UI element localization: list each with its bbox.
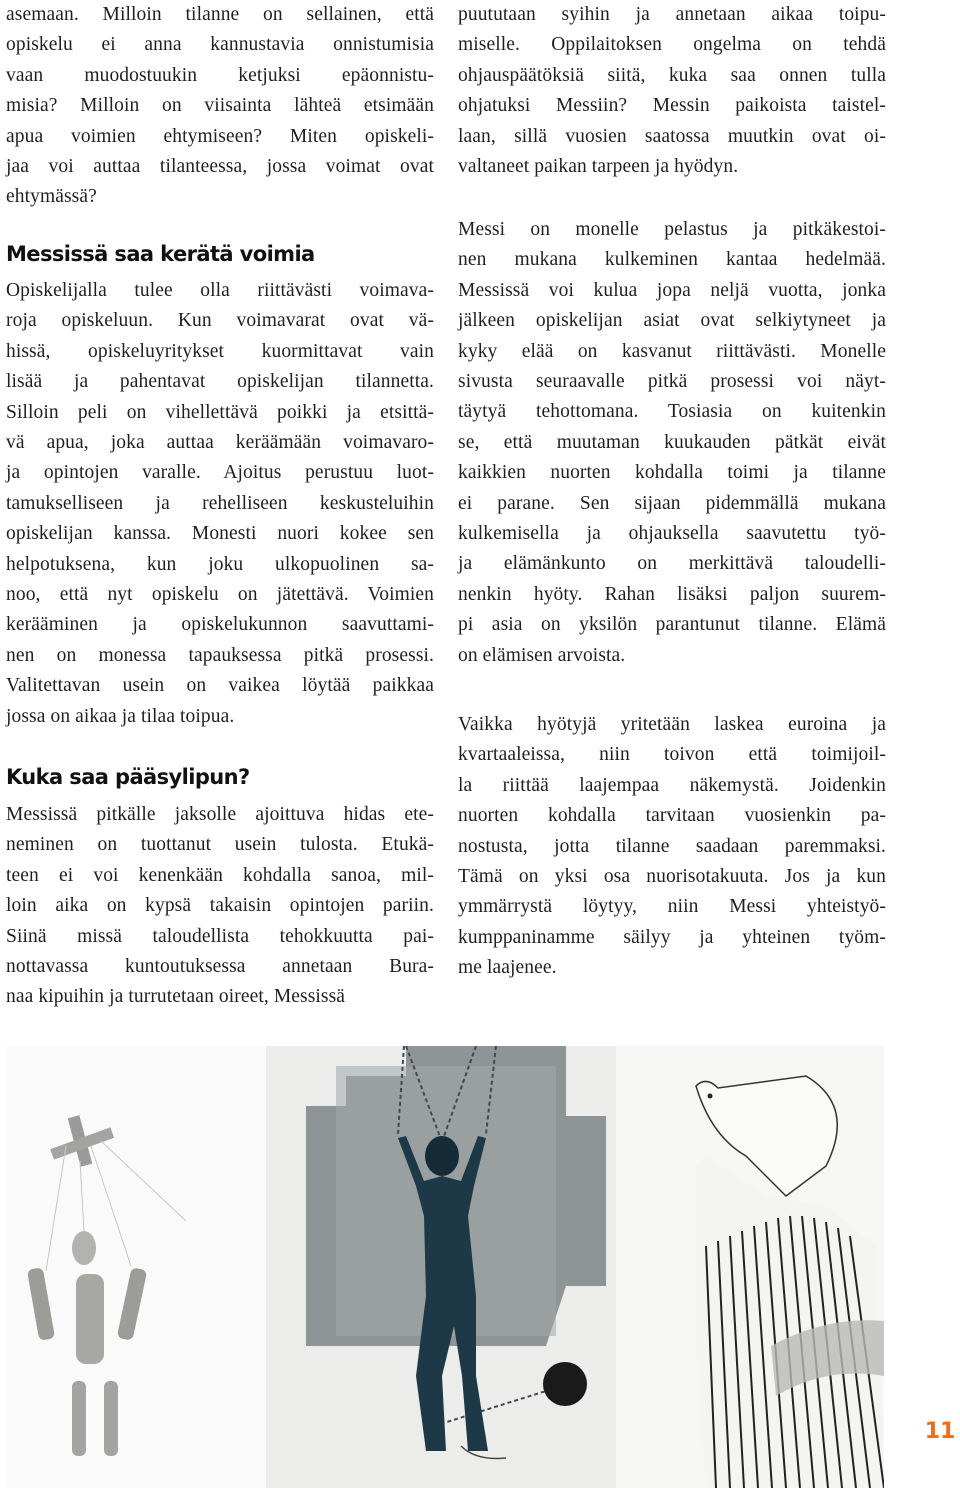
text-line: ohjatuksi Messiin? Messin paikoista taistel-: [458, 95, 886, 117]
text-line: nostusta, jotta tilanne saadaan paremmaksi.: [458, 835, 886, 857]
text-line: kulkemisella ja ohjauksella saavutettu työ-: [458, 523, 886, 545]
text-line: laan, sillä vuosien saatossa muutkin ovat oi-: [458, 125, 886, 147]
text-line: vaan muodostuukin ketjuksi epäonnistu-: [6, 64, 434, 86]
text-line: Messissä voi kulua jopa neljä vuotta, jonka: [458, 279, 886, 301]
text-line: kerääminen ja opiskelukunnon saavuttami-: [6, 614, 434, 636]
text-line: asemaan. Milloin tilanne on sellainen, että: [6, 4, 434, 25]
text-line: helpotuksena, kun joku ulkopuolinen sa-: [6, 553, 434, 575]
text-line: kumppaninamme säilyy ja yhteinen työm-: [458, 926, 886, 948]
text-line: teen ei voi kenenkään kohdalla sanoa, mil-: [6, 864, 434, 886]
text-line: Messissä pitkälle jaksolle ajoittuva hidas ete-: [6, 804, 434, 825]
text-line: Silloin peli on vihellettävä poikki ja etsittä-: [6, 401, 434, 423]
text-line: kaikkien nuorten kohdalla toimi ja tilanne: [458, 462, 886, 484]
section-heading-gather-strength: Messissä saa kerätä voimia: [6, 242, 315, 266]
text-line: noo, että nyt opiskelu on jätettävä. Voimien: [6, 584, 434, 606]
text-line: se, että muutaman kuukauden pätkät eivät: [458, 431, 886, 453]
text-line: Opiskelijalla tulee olla riittävästi voimava-: [6, 280, 434, 301]
text-line: Messi on monelle pelastus ja pitkäkestoi-: [458, 219, 886, 240]
chained-figure-drawing: [266, 1046, 626, 1488]
text-line: valtaneet paikan tarpeen ja hyödyn.: [458, 156, 739, 178]
text-line: Tämä on yksi osa nuorisotakuuta. Jos ja kun: [458, 866, 886, 888]
text-line: pi asia on yksilön parantunut tilanne. Elämä: [458, 614, 886, 636]
bird-drawing: [616, 1046, 884, 1488]
text-line: Siinä missä taloudellista tehokkuutta pai-: [6, 925, 434, 947]
left-paragraph-3: [6, 800, 434, 1013]
right-paragraph-3: [458, 710, 886, 984]
text-line: jossa on aikaa ja tilaa toipua.: [6, 705, 235, 727]
page-number: 11: [924, 1419, 956, 1444]
text-line: jaa voi auttaa tilanteessa, jossa voimat ovat: [6, 156, 434, 178]
text-line: sivusta seuraavalle pitkä prosessi voi näyt-: [458, 371, 886, 393]
text-line: apua voimien ehtymiseen? Miten opiskeli-: [6, 125, 434, 147]
right-paragraph-2: [458, 215, 886, 671]
text-line: jälkeen opiskelijan asiat ovat selkiytyneet ja: [458, 310, 886, 332]
text-line: täytyä tehottomana. Tosiasia on kuitenkin: [458, 401, 886, 423]
text-line: nottavassa kuntoutuksessa annetaan Bura-: [6, 956, 434, 978]
text-line: Vaikka hyötyjä yritetään laskea euroina ja: [458, 714, 886, 735]
text-line: roja opiskeluun. Kun voimavarat ovat vä-: [6, 310, 434, 332]
text-line: ymmärrystä löytyy, niin Messi yhteistyö-: [458, 896, 886, 918]
text-line: ohjauspäätöksiä siitä, kuka saa onnen tulla: [458, 64, 886, 86]
text-line: lisää ja pahentavat opiskelijan tilannetta.: [6, 371, 434, 393]
text-line: neminen on tuottanut usein tulosta. Etukä-: [6, 834, 434, 856]
text-line: ja elämänkunto on merkittävä taloudelli-: [458, 553, 886, 575]
text-line: misia? Milloin on viisainta lähteä etsimään: [6, 95, 434, 117]
text-line: loin aika on kypsä takaisin opintojen pariin.: [6, 895, 434, 917]
right-paragraph-1: [458, 0, 886, 182]
text-line: opiskelijan kanssa. Monesti nuori kokee sen: [6, 523, 434, 545]
left-paragraph-1: [6, 0, 434, 213]
text-line: miselle. Oppilaitoksen ongelma on tehdä: [458, 34, 886, 56]
text-line: ei parane. Sen sijaan pidemmällä mukana: [458, 492, 886, 514]
text-line: nenkin hyöty. Rahan lisäksi paljon suurem-: [458, 583, 886, 605]
text-line: nuorten kohdalla tarvitaan vuosienkin pa-: [458, 805, 886, 827]
text-line: la riittää laajempaa näkemystä. Joidenkin: [458, 774, 886, 796]
text-line: me laajenee.: [458, 957, 557, 979]
drawings-photo: [6, 1046, 884, 1488]
section-heading-who-gets-ticket: Kuka saa pääsylipun?: [6, 765, 250, 789]
text-line: on elämisen arvoista.: [458, 644, 626, 666]
text-line: puututaan syihin ja annetaan aikaa toipu-: [458, 4, 886, 25]
puppet-drawing: [6, 1046, 276, 1488]
left-paragraph-2: [6, 276, 434, 732]
text-line: nen on monessa tapauksessa pitkä prosessi.: [6, 644, 434, 666]
text-line: ja opintojen varalle. Ajoitus perustuu luot-: [6, 462, 434, 484]
text-line: tamukselliseen ja rehelliseen keskusteluihin: [6, 492, 434, 514]
text-line: Valitettavan usein on vaikea löytää paikkaa: [6, 675, 434, 697]
text-line: opiskelu ei anna kannustavia onnistumisia: [6, 34, 434, 56]
text-line: kvartaaleissa, niin toivon että toimijoil-: [458, 744, 886, 766]
text-line: vä apua, joka auttaa keräämään voimavaro-: [6, 432, 434, 454]
text-line: nen mukana kulkeminen kantaa hedelmää.: [458, 249, 886, 271]
text-line: hissä, opiskeluyritykset kuormittavat vain: [6, 340, 434, 362]
text-line: ehtymässä?: [6, 186, 97, 208]
text-line: kyky elää on kasvanut riittävästi. Monelle: [458, 340, 886, 362]
text-line: naa kipuihin ja turrutetaan oireet, Messissä: [6, 986, 346, 1008]
